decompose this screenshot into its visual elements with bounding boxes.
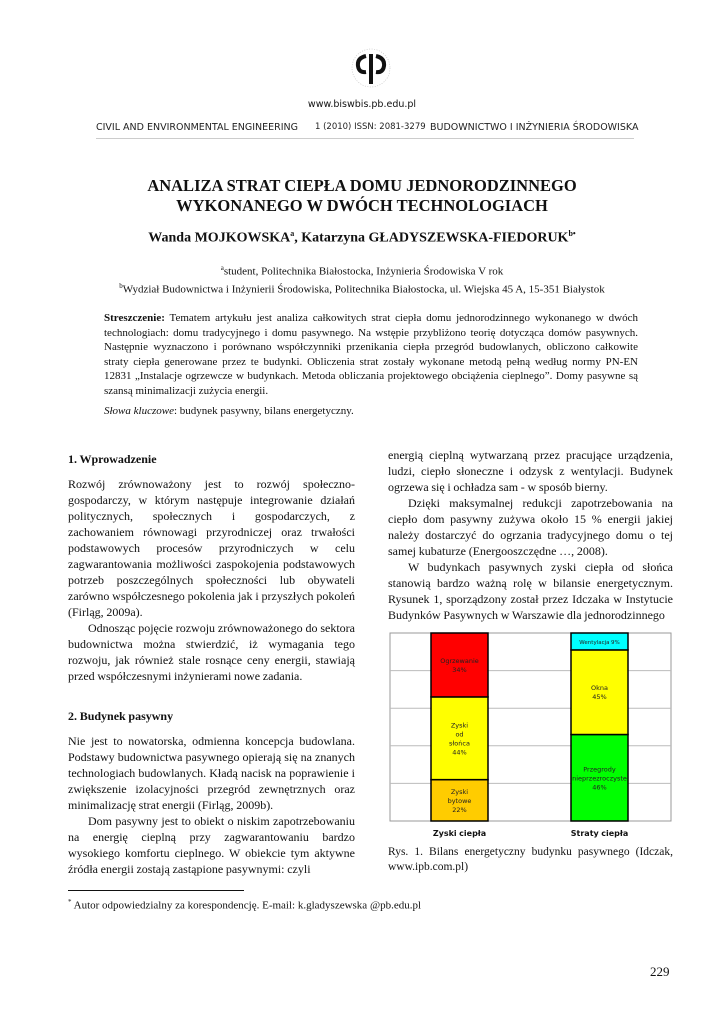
data-label: 45% xyxy=(592,693,607,702)
authors xyxy=(0,229,724,247)
paragraph: energią cieplną wytwarzaną przez pracujące urządzenia, ludzi, ciepło słoneczne i odzysk z wentylacji. Budynek ogrzewa się i ochładza sam - w sposób bierny. xyxy=(388,448,673,494)
title-line: WYKONANEGO W DWÓCH TECHNOLOGIACH xyxy=(176,196,548,215)
data-label: 34% xyxy=(452,665,467,674)
footnote-text: Autor odpowiedzialny za korespondencję. E-mail: k.gladyszewska @pb.edu.pl xyxy=(71,899,422,912)
data-label: Wentylacja 9% xyxy=(579,639,620,646)
data-label: Zyski xyxy=(450,721,469,730)
right-column xyxy=(388,447,673,875)
journal-issue: 1 (2010) ISSN: 2081-3279 xyxy=(315,122,426,132)
abstract-text: Tematem artykułu jest analiza całkowitych strat ciepła domu jednorodzinnego wykonanego w dwóch technologiach: domu tradycyjnego i domu pasywnego. Na wstępie przybliżono teorię dotycząca domów pasywnych. Następnie wyznaczono i porównano współczynniki przenikania ciepła przegród budowlanych, obliczono całkowite straty ciepła generowane przez te budynki. Obliczenia strat zostały wykonane metodą pełną według normy PN-EN 12831 „Instalacje ogrzewcze w budynkach. Metoda obliczania projektowego obciążenia cieplnego”. Domy pasywne są szansą minimalizacji zużycia energii. xyxy=(104,312,638,397)
section-heading: 1. Wprowadzenie xyxy=(68,452,157,466)
category-label: Straty ciepła xyxy=(570,829,629,838)
abstract xyxy=(104,311,638,398)
paragraph: Dzięki maksymalnej redukcji zapotrzebowania na ciepło dom pasywny zużywa około 15 % energii jakiej należy dostarczyć do ogrzania tradycyjnego domu o tej samej kubaturze (Energooszczędne …, 2008). xyxy=(388,496,673,558)
affiliation-text: Wydział Budownictwa i Inżynierii Środowiska, Politechnika Białostocka, ul. Wiejska 45 A, 15-351 Białystok xyxy=(122,283,605,296)
data-label: 44% xyxy=(452,748,467,757)
data-label: Przegrody xyxy=(583,765,616,774)
left-column xyxy=(68,451,355,877)
paragraph: Rozwój zrównoważony jest to rozwój społeczno-gospodarczy, w którym następuje integrowanie działań politycznych, społecznych i gospodarczych, z zachowaniem równowagi przyrodniczej oraz trwałości podstawowych procesów przyrodniczych w celu zagwarantowania możliwości zaspokojenia podstawowych potrzeb poszczególnych społeczności lub obywateli zarówno współczesnego pokolenia jak i przyszłych pokoleń (Firląg, 2009a). xyxy=(68,477,355,619)
affiliation xyxy=(0,279,724,297)
data-label: Zyski xyxy=(450,787,469,796)
figure-caption: Rys. 1. Bilans energetyczny budynku pasywnego (Idczak, www.ipb.com.pl) xyxy=(388,846,673,873)
affiliation-sup: a xyxy=(220,264,224,272)
paper-title xyxy=(0,176,724,216)
affiliations xyxy=(0,261,724,296)
journal-name-pl: BUDOWNICTWO I INŻYNIERIA ŚRODOWISKA xyxy=(430,122,639,133)
data-label: Okna xyxy=(591,684,608,693)
data-label: 46% xyxy=(592,783,607,792)
footnote-mark: * xyxy=(68,898,72,906)
author-sup: a xyxy=(290,229,295,238)
keywords xyxy=(104,405,354,417)
data-label: 22% xyxy=(452,805,467,814)
affiliation xyxy=(0,261,724,279)
keywords-text: : budynek pasywny, bilans energetyczny. xyxy=(173,405,354,417)
title-line: ANALIZA STRAT CIEPŁA DOMU JEDNORODZINNEGO xyxy=(147,176,577,195)
paragraph: Nie jest to nowatorska, odmienna koncepcja budowlana. Podstawy budownictwa pasywnego opierają się na znanych technologiach budowlanych. Kładą nacisk na poprawienie i zwiększenie izolacyjności przegród zewnętrznych oraz minimalizację strat energii (Firląg, 2009b). xyxy=(68,734,355,812)
footnote xyxy=(68,898,421,912)
header-rule xyxy=(96,138,634,139)
affiliation-text: student, Politechnika Białostocka, Inżynieria Środowiska V rok xyxy=(223,265,504,278)
data-label: od xyxy=(455,730,464,739)
abstract-label: Streszczenie: xyxy=(104,312,165,324)
journal-name-en: CIVIL AND ENVIRONMENTAL ENGINEERING xyxy=(96,122,299,133)
energy-balance-chart xyxy=(388,631,673,843)
paragraph: Odnosząc pojęcie rozwoju zrównoważonego do sektora budownictwa można stwierdzić, iż wymagania tego rozwoju, jak również stale rosnące ceny energii, stawiają przed współczesnymi inżynierami nowe zadania. xyxy=(68,621,355,683)
data-label: słońca xyxy=(449,739,470,748)
keywords-label: Słowa kluczowe xyxy=(104,405,174,417)
journal-url[interactable]: www.biswbis.pb.edu.pl xyxy=(307,99,417,110)
author-sup: b• xyxy=(568,229,576,238)
university-logo xyxy=(346,46,396,92)
data-label: nieprzezroczyste xyxy=(572,774,627,783)
category-label: Zyski ciepła xyxy=(432,829,487,838)
author-sep: , xyxy=(294,230,302,246)
affiliation-sup: b xyxy=(119,281,123,290)
data-label: Ogrzewanie xyxy=(440,656,479,665)
paragraph: Dom pasywny jest to obiekt o niskim zapotrzebowaniu na energię cieplną przy zagwarantowaniu bardzo wysokiego komfortu cieplnego. W obiekcie tym aktywne źródła energii zostają zastąpione pasywnymi: czyli xyxy=(68,814,355,876)
author: Wanda MOJKOWSKA xyxy=(148,230,291,246)
paragraph: W budynkach pasywnych zyski ciepła od słońca stanowią bardzo ważną rolę w bilansie energetycznym. Rysunek 1, sporządzony został przez Idczaka w Instytucie Budynków Pasywnych w Warszawie dla jednorodzinnego xyxy=(388,560,673,622)
author: Katarzyna GŁADYSZEWSKA-FIEDORUK xyxy=(301,230,569,246)
section-heading: 2. Budynek pasywny xyxy=(68,709,174,723)
footnote-rule xyxy=(68,890,244,891)
data-label: bytowe xyxy=(447,796,472,805)
page-number: 229 xyxy=(650,964,670,979)
